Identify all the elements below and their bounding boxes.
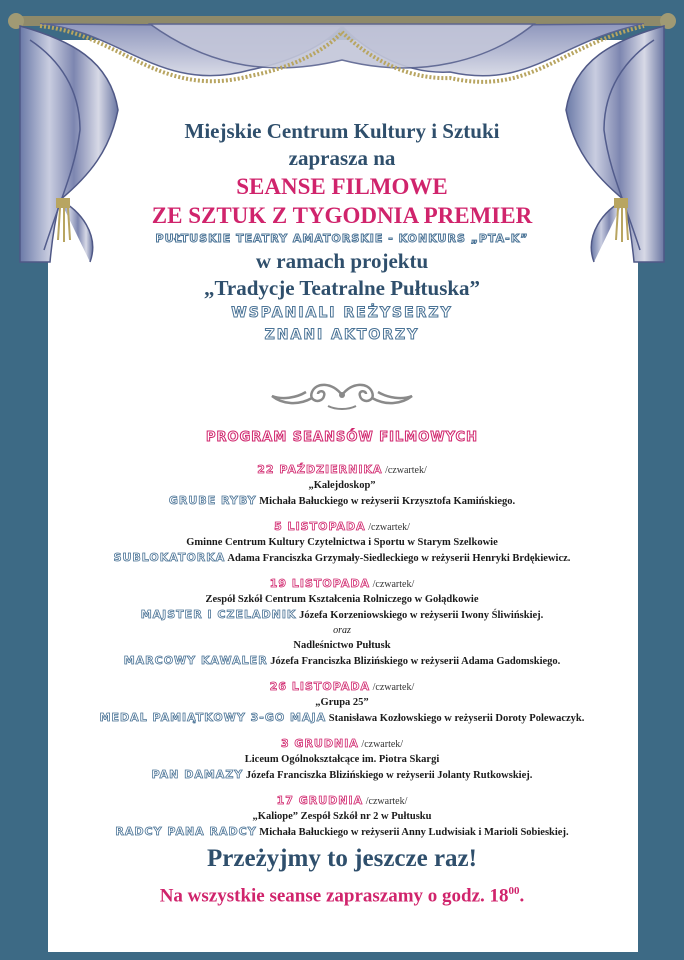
program-entry (52, 793, 632, 840)
weekday: /czwartek/ (372, 682, 415, 693)
screening-date: 26 LISTOPADA (269, 680, 370, 693)
play-title: MEDAL PAMIĄTKOWY 3-GO MAJA (99, 711, 327, 724)
program-title: PROGRAM SEANSÓW FILMOWYCH (206, 430, 478, 445)
screening-time-invite (60, 885, 624, 907)
play-credits: Stanisława Kozłowskiego w reżyserii Doroty Polewaczyk. (328, 713, 585, 724)
troupe-name: Zespół Szkół Centrum Kształcenia Rolniczego w Gołądkowie (205, 594, 479, 605)
play-credits: Adama Franciszka Grzymały-Siedleckiego w reżyserii Henryki Brdękiewicz. (227, 553, 571, 564)
play-credits: Michała Bałuckiego w reżyserii Anny Ludwisiak i Marioli Sobieskiej. (259, 827, 569, 838)
closing-slogan: Przeżyjmy to jeszcze raz! (207, 845, 477, 872)
invite-end: . (519, 885, 525, 907)
weekday: /czwartek/ (372, 579, 415, 590)
program-entry (52, 679, 632, 726)
poster-header (120, 118, 564, 346)
play-title: GRUBE RYBY (168, 494, 257, 507)
program-entry (52, 519, 632, 566)
actors-tagline: ZNANI AKTORZY (264, 327, 420, 343)
program-list (52, 462, 632, 850)
play-title: SUBLOKATORKA (113, 551, 226, 564)
play-title: MARCOWY KAWALER (123, 654, 268, 667)
invites-text: zaprasza na (288, 146, 396, 170)
weekday: /czwartek/ (365, 796, 408, 807)
troupe-name: Liceum Ogólnokształcące im. Piotra Skargi (244, 754, 440, 765)
troupe-name: Nadleśnictwo Pułtusk (293, 640, 391, 651)
organizer-name: Miejskie Centrum Kultury i Sztuki (184, 119, 500, 143)
program-entry (52, 736, 632, 783)
screening-date: 19 LISTOPADA (269, 577, 370, 590)
play-credits: Józefa Korzeniowskiego w reżyserii Iwony Śliwińskiej. (299, 610, 544, 621)
troupe-name: Gminne Centrum Kultury Czytelnictwa i Sportu w Starym Szelkowie (186, 537, 498, 548)
weekday: /czwartek/ (361, 739, 404, 750)
program-entry (52, 576, 632, 669)
weekday: /czwartek/ (368, 522, 410, 533)
directors-tagline: WSPANIALI REŻYSERZY (231, 305, 453, 321)
play-title: RADCY PANA RADCY (115, 825, 257, 838)
screening-date: 22 PAŹDZIERNIKA (257, 463, 383, 476)
troupe-name: „Kaliope” Zespół Szkół nr 2 w Pułtusku (252, 811, 432, 822)
project-name: „Tradycje Teatralne Pułtuska” (203, 276, 481, 300)
project-intro: w ramach projektu (255, 249, 429, 273)
event-title-line1: SEANSE FILMOWE (236, 174, 448, 199)
play-credits: Józefa Franciszka Blizińskiego w reżyserii Jolanty Rutkowskiej. (245, 770, 533, 781)
screening-date: 3 GRUDNIA (280, 737, 359, 750)
screening-date: 5 LISTOPADA (274, 520, 366, 533)
contest-name: PUŁTUSKIE TEATRY AMATORSKIE - KONKURS „PTA-K” (155, 232, 529, 245)
play-title: MAJSTER I CZELADNIK (140, 608, 297, 621)
troupe-name: „Grupa 25” (315, 697, 369, 708)
troupe-name: „Kalejdoskop” (308, 480, 376, 491)
play-credits: Michała Bałuckiego w reżyserii Krzysztofa Kamińskiego. (259, 496, 516, 507)
play-credits: Józefa Franciszka Blizińskiego w reżyserii Adama Gadomskiego. (270, 656, 561, 667)
event-title-line2: ZE SZTUK Z TYGODNIA PREMIER (151, 203, 533, 228)
weekday: /czwartek/ (385, 465, 427, 476)
conjunction: oraz (333, 625, 351, 636)
invite-text: Na wszystkie seanse zapraszamy o godz. 18 (159, 885, 509, 907)
invite-time-minutes: 00 (508, 885, 520, 897)
play-title: PAN DAMAZY (151, 768, 244, 781)
screening-date: 17 GRUDNIA (276, 794, 364, 807)
scroll-ornament (268, 378, 416, 412)
program-entry (52, 462, 632, 509)
